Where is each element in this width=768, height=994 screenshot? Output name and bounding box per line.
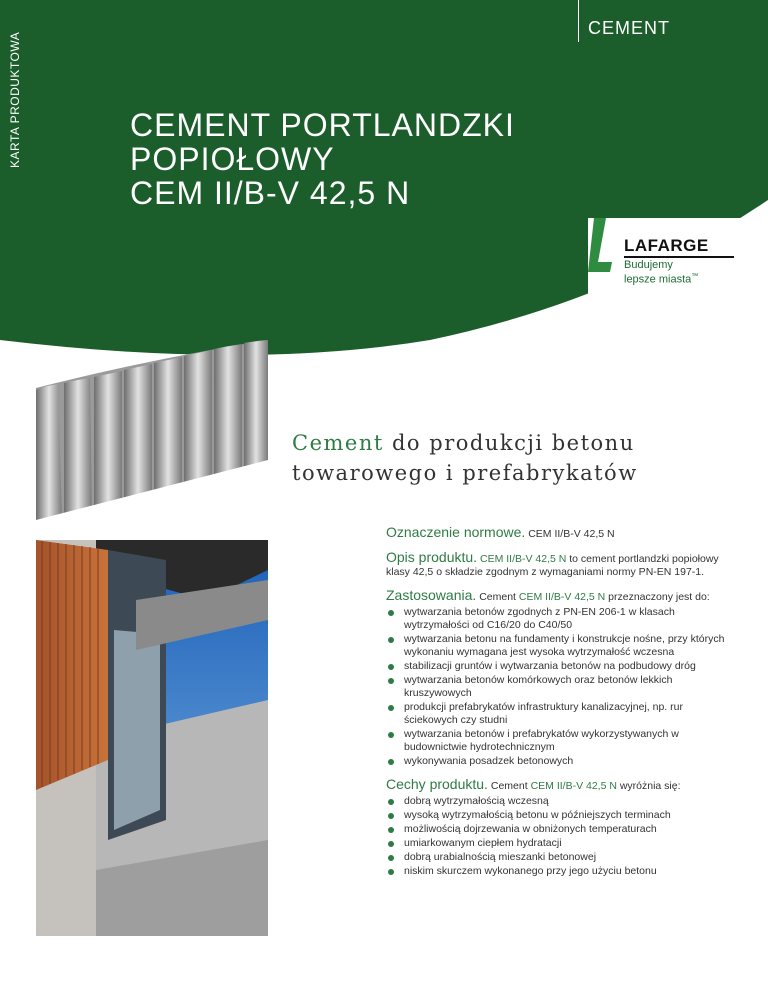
- list-item: produkcji prefabrykatów infrastruktury kanalizacyjnej, np. rur ściekowych czy studni: [386, 701, 738, 727]
- description-heading: Opis produktu.: [386, 549, 478, 565]
- list-item: umiarkowanym ciepłem hydratacji: [386, 837, 738, 850]
- header-banner: [0, 0, 768, 360]
- list-item: wytwarzania betonów komórkowych oraz betonów lekkich kruszywowych: [386, 674, 738, 700]
- features-heading: Cechy produktu.: [386, 776, 488, 792]
- title-line-1: CEMENT PORTLANDZKI: [130, 107, 515, 143]
- product-subtitle: [292, 428, 638, 488]
- applications-heading: Zastosowania.: [386, 587, 477, 603]
- features-intro: Cechy produktu. Cement CEM II/B-V 42,5 N wyróżnia się:: [386, 776, 681, 792]
- title-line-3: CEM II/B-V 42,5 N: [130, 175, 411, 211]
- lafarge-logo: [588, 218, 740, 298]
- list-item: możliwością dojrzewania w obniżonych temperaturach: [386, 823, 738, 836]
- features-section: [386, 778, 738, 878]
- designation-text: CEM II/B-V 42,5 N: [525, 528, 615, 540]
- list-item: dobrą wytrzymałością wczesną: [386, 795, 738, 808]
- applications-list: [386, 606, 738, 768]
- product-title: [130, 108, 515, 210]
- slogan-line-1: Budujemy: [624, 259, 673, 271]
- list-item: wytwarzania betonów zgodnych z PN-EN 206-1 w klasach wytrzymałości od C16/20 do C40/50: [386, 606, 738, 632]
- list-item: wytwarzania betonów i prefabrykatów wykorzystywanych w budownictwie hydrotechnicznym: [386, 728, 738, 754]
- logo-slogan: [624, 260, 698, 286]
- description-text: to cement portlandzki popiołowy klasy 42,5 o składzie zgodnym z wymaganiami normy PN-EN 197-1.: [386, 553, 719, 578]
- designation-heading: Oznaczenie normowe.: [386, 524, 526, 540]
- subtitle-accent: Cement: [292, 431, 384, 455]
- applications-section: [386, 589, 738, 768]
- slogan-line-2: lepsze miasta™: [624, 273, 699, 286]
- description-section: [386, 551, 738, 579]
- category-tag: CEMENT: [588, 18, 670, 38]
- building-facade-image: [36, 540, 268, 936]
- subtitle-line-2: towarowego i prefabrykatów: [292, 461, 638, 485]
- features-list: [386, 795, 738, 878]
- subtitle-line-1: Cement do produkcji betonu: [292, 431, 635, 455]
- list-item: stabilizacji gruntów i wytwarzania betonów na podbudowy dróg: [386, 660, 738, 673]
- concrete-texture-image: [36, 340, 268, 520]
- applications-intro: Zastosowania. Cement CEM II/B-V 42,5 N przeznaczony jest do:: [386, 587, 710, 603]
- list-item: dobrą urabialnością mieszanki betonowej: [386, 851, 738, 864]
- designation-section: [386, 526, 738, 541]
- logo-rule: [624, 256, 734, 258]
- title-line-2: POPIOŁOWY: [130, 141, 335, 177]
- list-item: niskim skurczem wykonanego przy jego użyciu betonu: [386, 865, 738, 878]
- logo-name: LAFARGE: [624, 236, 709, 255]
- list-item: wykonywania posadzek betonowych: [386, 755, 738, 768]
- list-item: wytwarzania betonu na fundamenty i konstrukcje nośne, przy których wykonaniu wymagana jest wysoka wytrzymałość wczesna: [386, 633, 738, 659]
- logo-l-mark: [588, 218, 612, 272]
- document-type-label: KARTA PRODUKTOWA: [8, 31, 22, 168]
- list-item: wysoką wytrzymałością betonu w późniejszych terminach: [386, 809, 738, 822]
- category-divider: [578, 0, 579, 42]
- product-details: [386, 526, 738, 888]
- description-product: CEM II/B-V 42,5 N: [477, 553, 567, 565]
